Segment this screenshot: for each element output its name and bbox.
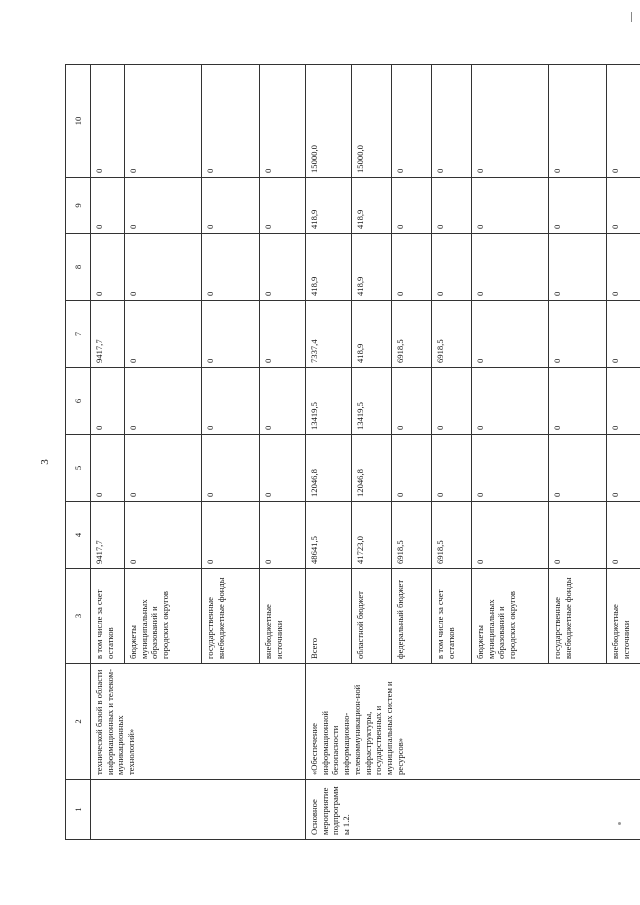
value-cell: 0 [202, 234, 260, 301]
value-cell: 0 [472, 234, 549, 301]
value-cell: 9417,7 [91, 301, 125, 368]
value-cell: 0 [432, 234, 472, 301]
value-cell: 0 [607, 234, 640, 301]
funding-source-cell: Всего [306, 569, 352, 664]
funding-source-cell: областной бюджет [352, 569, 392, 664]
value-cell: 48641,5 [306, 502, 352, 569]
event-title-cell: «Обеспечение информационной безопасности информационно-телекоммуникацион-ной инфраструктуры, государственных и муниципальных систем и ресурсов» [306, 664, 640, 780]
value-cell: 0 [472, 301, 549, 368]
value-cell: 0 [472, 435, 549, 502]
event-name-cell: Основное мероприятие подпрограммы 1.2. [306, 780, 640, 840]
value-cell: 0 [607, 178, 640, 234]
table-row [91, 65, 125, 840]
budget-table [65, 64, 640, 840]
rotated-table-container [65, 65, 630, 840]
value-cell: 6918,5 [432, 502, 472, 569]
value-cell: 0 [607, 435, 640, 502]
value-cell: 418,9 [306, 178, 352, 234]
column-number-header: 9 [66, 178, 91, 234]
value-cell: 0 [202, 502, 260, 569]
value-cell: 41723,0 [352, 502, 392, 569]
value-cell: 0 [432, 178, 472, 234]
column-number-header: 5 [66, 435, 91, 502]
scan-edge-mark [631, 12, 632, 22]
value-cell: 0 [607, 368, 640, 435]
value-cell: 0 [432, 435, 472, 502]
value-cell: 0 [472, 178, 549, 234]
value-cell: 15000,0 [352, 65, 392, 178]
column-number-header: 7 [66, 301, 91, 368]
value-cell: 418,9 [306, 234, 352, 301]
value-cell: 0 [125, 502, 202, 569]
event-title-cell: технической базой в области информационных и телеком-муникационных технологий» [91, 664, 306, 780]
value-cell: 0 [125, 368, 202, 435]
value-cell: 6918,5 [392, 301, 432, 368]
funding-source-cell: государственные внебюджетные фонды [202, 569, 260, 664]
value-cell: 0 [432, 65, 472, 178]
column-number-header: 6 [66, 368, 91, 435]
value-cell: 0 [432, 368, 472, 435]
value-cell: 0 [549, 368, 607, 435]
value-cell: 418,9 [352, 234, 392, 301]
column-number-header: 8 [66, 234, 91, 301]
value-cell: 0 [125, 234, 202, 301]
column-number-header: 3 [66, 569, 91, 664]
value-cell: 0 [91, 65, 125, 178]
value-cell: 0 [392, 65, 432, 178]
value-cell: 418,9 [352, 301, 392, 368]
page-number: 3 [38, 459, 51, 465]
column-number-header: 2 [66, 664, 91, 780]
value-cell: 9417,7 [91, 502, 125, 569]
funding-source-cell: федеральный бюджет [392, 569, 432, 664]
value-cell: 0 [549, 435, 607, 502]
column-number-header: 4 [66, 502, 91, 569]
value-cell: 0 [202, 178, 260, 234]
value-cell: 0 [125, 435, 202, 502]
value-cell: 0 [125, 301, 202, 368]
funding-source-cell: внебюджетные источники [607, 569, 640, 664]
funding-source-cell: в том числе за счет остатков [432, 569, 472, 664]
value-cell: 0 [607, 301, 640, 368]
value-cell: 13419,5 [306, 368, 352, 435]
value-cell: 12046,8 [306, 435, 352, 502]
funding-source-cell: в том числе за счет остатков [91, 569, 125, 664]
event-name-cell [91, 780, 306, 840]
value-cell: 418,9 [352, 178, 392, 234]
value-cell: 0 [91, 234, 125, 301]
value-cell: 6918,5 [432, 301, 472, 368]
table-row [306, 65, 352, 840]
value-cell: 0 [472, 65, 549, 178]
value-cell: 0 [125, 65, 202, 178]
value-cell: 0 [125, 178, 202, 234]
value-cell: 0 [392, 234, 432, 301]
value-cell: 0 [549, 65, 607, 178]
column-number-header: 10 [66, 65, 91, 178]
value-cell: 0 [260, 502, 306, 569]
value-cell: 0 [607, 502, 640, 569]
funding-source-cell: бюджеты муниципальных образований и городских округов [125, 569, 202, 664]
header-row [66, 65, 91, 840]
value-cell: 0 [260, 234, 306, 301]
value-cell: 0 [549, 234, 607, 301]
value-cell: 0 [392, 435, 432, 502]
value-cell: 0 [202, 435, 260, 502]
value-cell: 13419,5 [352, 368, 392, 435]
value-cell: 0 [260, 435, 306, 502]
value-cell: 0 [202, 65, 260, 178]
value-cell: 0 [472, 368, 549, 435]
value-cell: 7337,4 [306, 301, 352, 368]
value-cell: 0 [549, 301, 607, 368]
value-cell: 0 [202, 368, 260, 435]
value-cell: 0 [260, 178, 306, 234]
value-cell: 0 [607, 65, 640, 178]
value-cell: 0 [91, 368, 125, 435]
value-cell: 0 [260, 368, 306, 435]
funding-source-cell: внебюджетные источники [260, 569, 306, 664]
funding-source-cell: государственные внебюджетные фонды [549, 569, 607, 664]
value-cell: 0 [91, 435, 125, 502]
value-cell: 0 [260, 301, 306, 368]
value-cell: 0 [472, 502, 549, 569]
column-number-header: 1 [66, 780, 91, 840]
value-cell: 0 [549, 502, 607, 569]
value-cell: 12046,8 [352, 435, 392, 502]
value-cell: 0 [392, 178, 432, 234]
value-cell: 6918,5 [392, 502, 432, 569]
value-cell: 15000,0 [306, 65, 352, 178]
table-body [66, 65, 640, 840]
value-cell: 0 [392, 368, 432, 435]
value-cell: 0 [202, 301, 260, 368]
funding-source-cell: бюджеты муниципальных образований и городских округов [472, 569, 549, 664]
value-cell: 0 [260, 65, 306, 178]
value-cell: 0 [91, 178, 125, 234]
value-cell: 0 [549, 178, 607, 234]
